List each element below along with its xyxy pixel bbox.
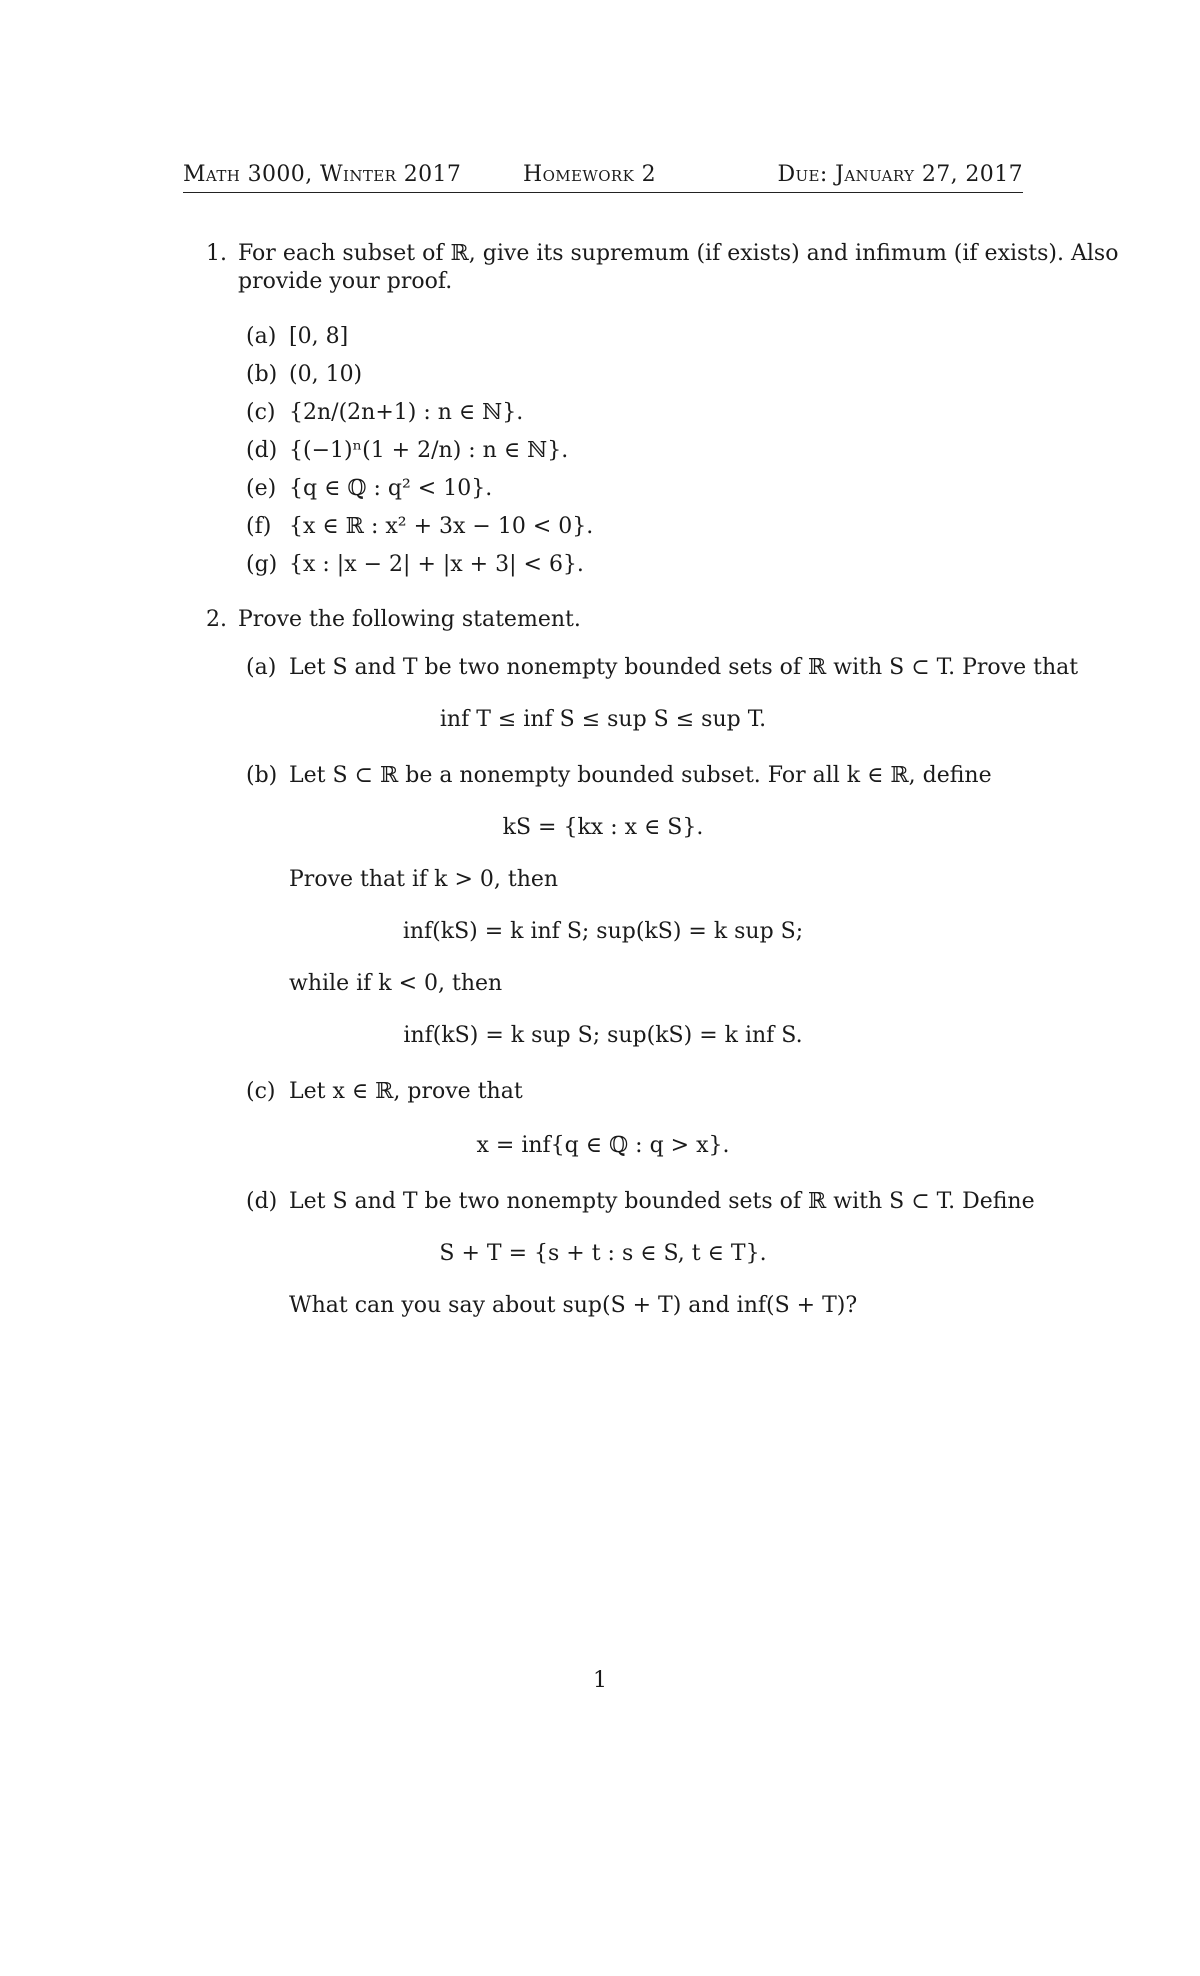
header-due-date: Due: January 27, 2017 bbox=[777, 162, 1023, 187]
problem-1-item-label: (f) bbox=[246, 514, 272, 539]
problem-2d-text-2: What can you say about sup(S + T) and inf(S + T)? bbox=[289, 1293, 858, 1318]
problem-1-number: 1. bbox=[206, 241, 227, 266]
problem-1-item-text: {x ∈ ℝ : x² + 3x − 10 < 0}. bbox=[289, 514, 594, 539]
problem-2-number: 2. bbox=[206, 607, 227, 632]
problem-2b-label: (b) bbox=[246, 763, 278, 788]
problem-2c-label: (c) bbox=[246, 1079, 276, 1104]
problem-2a-label: (a) bbox=[246, 655, 277, 680]
problem-2a-equation: inf T ≤ inf S ≤ sup S ≤ sup T. bbox=[439, 707, 767, 732]
problem-1-item-label: (a) bbox=[246, 324, 277, 349]
header-course: Math 3000, Winter 2017 bbox=[183, 162, 462, 187]
problem-2b-equation-3: inf(kS) = k sup S; sup(kS) = k inf S. bbox=[403, 1023, 803, 1048]
problem-1-item-label: (c) bbox=[246, 400, 276, 425]
problem-2b-text-3: while if k < 0, then bbox=[289, 971, 503, 996]
problem-2d-label: (d) bbox=[246, 1189, 278, 1214]
problem-2b-equation-1: kS = {kx : x ∈ S}. bbox=[502, 815, 704, 840]
problem-1-item-text: {x : |x − 2| + |x + 3| < 6}. bbox=[289, 552, 584, 577]
problem-1-text-line1: For each subset of ℝ, give its supremum (if exists) and infimum (if exists). Also bbox=[238, 241, 1119, 266]
problem-2-text: Prove the following statement. bbox=[238, 607, 581, 632]
problem-1-item-label: (d) bbox=[246, 438, 278, 463]
problem-1-item-text: {q ∈ ℚ : q² < 10}. bbox=[289, 476, 493, 501]
problem-1-item-label: (b) bbox=[246, 362, 278, 387]
page-number: 1 bbox=[593, 1668, 607, 1693]
problem-2d-equation: S + T = {s + t : s ∈ S, t ∈ T}. bbox=[439, 1241, 767, 1266]
problem-2c-text: Let x ∈ ℝ, prove that bbox=[289, 1079, 523, 1104]
problem-2b-equation-2: inf(kS) = k inf S; sup(kS) = k sup S; bbox=[402, 919, 804, 944]
problem-2d-text: Let S and T be two nonempty bounded sets of ℝ with S ⊂ T. Define bbox=[289, 1189, 1035, 1214]
problem-1-item-text: (0, 10) bbox=[289, 362, 363, 387]
page-header bbox=[183, 162, 1023, 193]
problem-1-item-text: [0, 8] bbox=[289, 324, 349, 349]
problem-2a-text: Let S and T be two nonempty bounded sets of ℝ with S ⊂ T. Prove that bbox=[289, 655, 1079, 680]
problem-2c-equation: x = inf{q ∈ ℚ : q > x}. bbox=[476, 1133, 730, 1158]
problem-2b-text: Let S ⊂ ℝ be a nonempty bounded subset. For all k ∈ ℝ, define bbox=[289, 763, 992, 788]
problem-1-item-text: {(−1)ⁿ(1 + 2/n) : n ∈ ℕ}. bbox=[289, 438, 569, 463]
problem-1-item-label: (g) bbox=[246, 552, 278, 577]
problem-1-text-line2: provide your proof. bbox=[238, 269, 453, 294]
problem-1-item-label: (e) bbox=[246, 476, 277, 501]
header-title: Homework 2 bbox=[523, 162, 656, 187]
problem-2b-text-2: Prove that if k > 0, then bbox=[289, 867, 559, 892]
problem-1-item-text: {2n/(2n+1) : n ∈ ℕ}. bbox=[289, 400, 524, 425]
